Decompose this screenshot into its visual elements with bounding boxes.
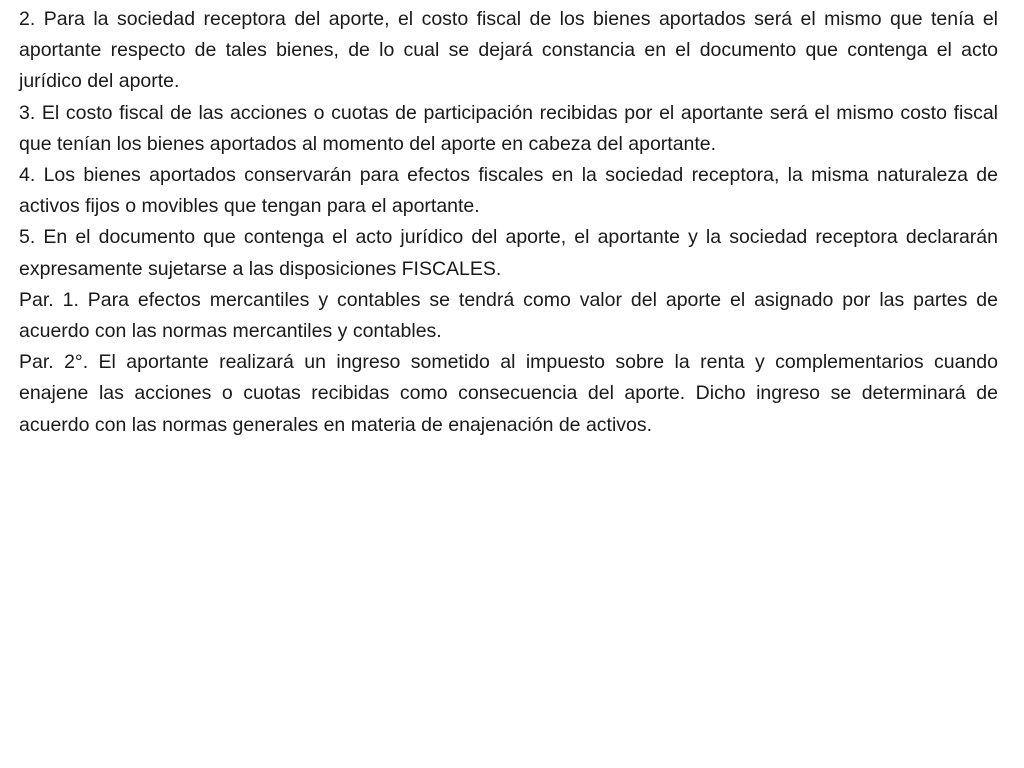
paragraph-item-4: 4. Los bienes aportados conservarán para efectos fiscales en la sociedad receptora, la misma naturaleza de activos fijos o movibles que tengan para el aportante.: [19, 164, 998, 218]
paragraph-par-2: Par. 2°. El aportante realizará un ingreso sometido al impuesto sobre la renta y complementarios cuando enajene las acciones o cuotas recibidas como consecuencia del aporte. Dicho ingreso se determinará de acuerdo con las normas generales en materia de enajenación de activos.: [19, 351, 998, 436]
paragraph-item-3: 3. El costo fiscal de las acciones o cuotas de participación recibidas por el aportante será el mismo costo fiscal que tenían los bienes aportados al momento del aporte en cabeza del aportante.: [19, 101, 998, 155]
document-text-body: [19, 4, 998, 441]
paragraph-item-2: 2. Para la sociedad receptora del aporte, el costo fiscal de los bienes aportados será el mismo que tenía el aportante respecto de tales bienes, de lo cual se dejará constancia en el documento que contenga el acto jurídico del aporte.: [19, 8, 998, 93]
paragraph-par-1: Par. 1. Para efectos mercantiles y contables se tendrá como valor del aporte el asignado por las partes de acuerdo con las normas mercantiles y contables.: [19, 288, 998, 343]
paragraph-item-5: 5. En el documento que contenga el acto jurídico del aporte, el aportante y la sociedad receptora declararán expresamente sujetarse a las disposiciones FISCALES.: [19, 226, 998, 280]
